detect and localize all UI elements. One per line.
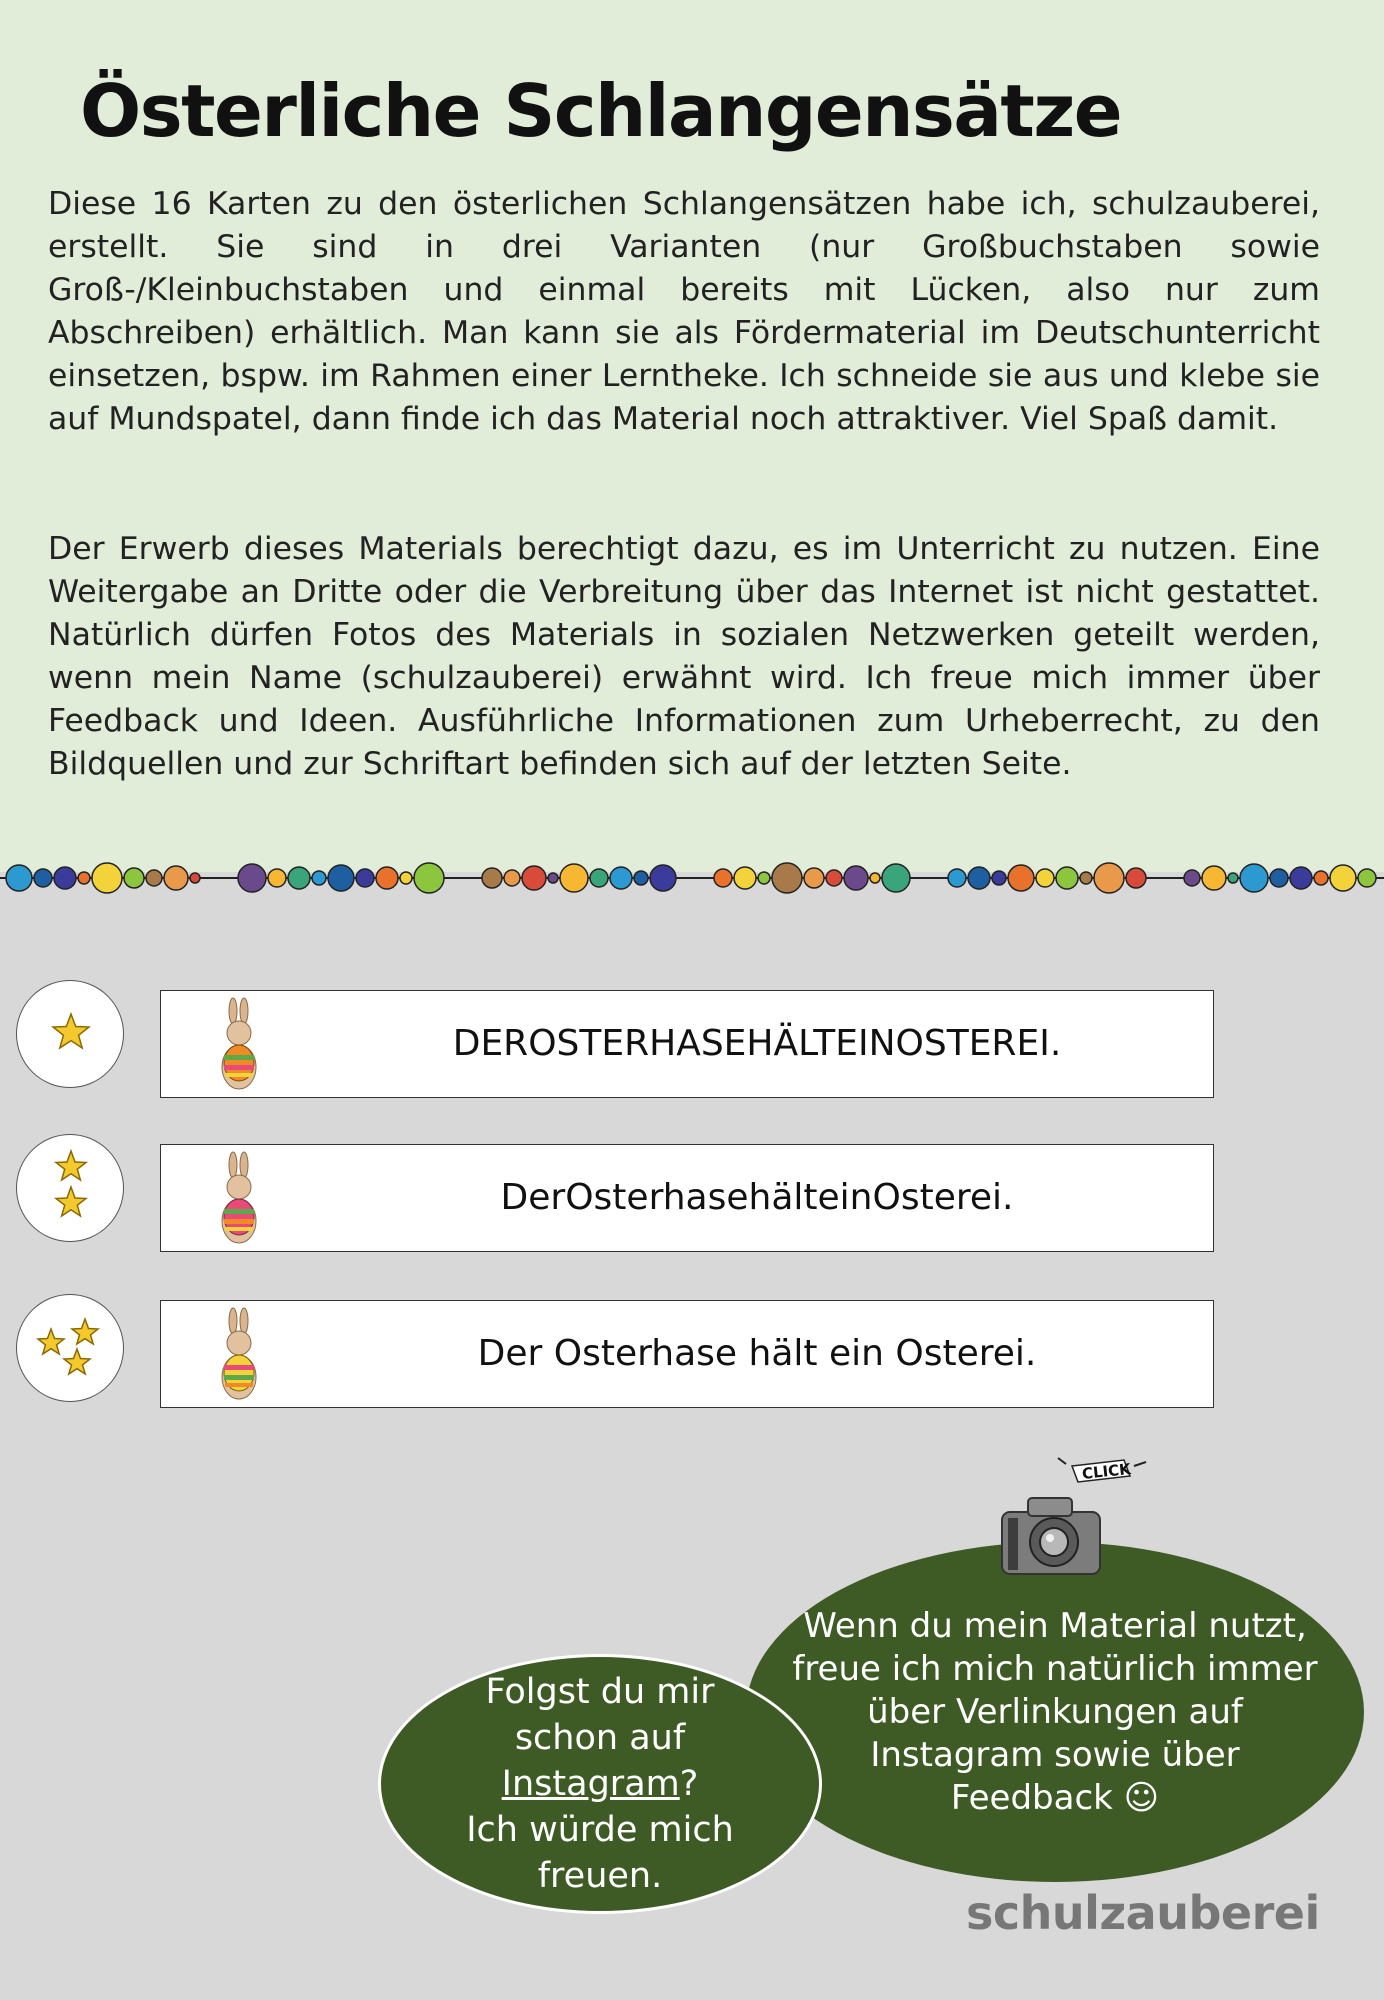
bead	[968, 867, 990, 889]
bead	[164, 866, 188, 890]
bead	[356, 869, 374, 887]
level-3-badge	[16, 1294, 124, 1402]
bead	[1126, 868, 1146, 888]
bead	[948, 869, 966, 887]
sentence-card	[160, 990, 1214, 1098]
bead	[1228, 873, 1238, 883]
three-stars-icon	[17, 1295, 123, 1401]
page-title: Österliche Schlangensätze	[80, 69, 1122, 153]
level-1-badge	[16, 980, 124, 1088]
sentence-text: DerOsterhasehälteinOsterei.	[500, 1177, 1014, 1218]
bead	[328, 865, 354, 891]
bead	[54, 867, 76, 889]
bead	[92, 863, 122, 893]
brand-logo: schulzauberei	[966, 1886, 1320, 1940]
bubble-line-link	[466, 1761, 734, 1807]
bubble-line: Ich würde mich	[466, 1810, 734, 1850]
bead	[826, 870, 842, 886]
bead	[1056, 867, 1078, 889]
bead	[714, 869, 732, 887]
bead	[146, 870, 162, 886]
bead	[1314, 871, 1328, 885]
sentence-text: Der Osterhase hält ein Osterei.	[477, 1333, 1037, 1374]
bead	[1080, 872, 1092, 884]
bead	[1202, 866, 1226, 890]
copyright-paragraph: Der Erwerb dieses Materials berechtigt dazu, es im Unterricht zu nutzen. Eine Weitergabe an Dritte oder die Verbreitung über das Internet ist nicht gestattet. Natürlich dürfen Fotos des Materials in sozialen Netzwerken geteilt werden, wenn mein Name (schulzauberei) erwähnt wird. Ich freue mich immer über Feedback und Ideen. Ausführliche Informationen zum Urheberrecht, zu den Bildquellen und zur Schriftart befinden sich auf der letzten Seite.	[48, 531, 1320, 782]
bead	[1240, 864, 1268, 892]
card-row-1	[0, 990, 1384, 1100]
question-mark: ?	[679, 1764, 699, 1804]
bead	[6, 865, 32, 891]
bead	[844, 866, 868, 890]
bead	[376, 867, 398, 889]
intro-paragraph: Diese 16 Karten zu den österlichen Schlangensätzen habe ich, schulzauberei, erstellt. Sie sind in drei Varianten (nur Großbuchstaben sowie Groß-/Kleinbuchstaben und einmal bereits mit Lücken, also nur zum Abschreiben) erhältlich. Man kann sie als Fördermaterial im Deutschunterricht einsetzen, bspw. im Rahmen einer Lerntheke. Ich schneide sie aus und klebe sie auf Mundspatel, dann finde ich das Material noch attraktiver. Viel Spaß damit.	[48, 186, 1320, 437]
bead	[522, 866, 546, 890]
bead	[482, 868, 502, 888]
two-stars-icon	[17, 1135, 123, 1241]
bead	[1094, 863, 1124, 893]
instagram-bubble	[378, 1654, 822, 1914]
bubble-line: schon auf	[514, 1718, 686, 1758]
easter-bunny-icon	[209, 1307, 269, 1403]
level-2-badge	[16, 1134, 124, 1242]
bead	[758, 872, 770, 884]
bead-garland	[0, 848, 1384, 908]
bead	[78, 872, 90, 884]
bead	[634, 871, 648, 885]
bead	[34, 869, 52, 887]
bead	[504, 870, 520, 886]
bead	[560, 864, 588, 892]
bead	[268, 869, 286, 887]
star-icon	[17, 981, 123, 1087]
bead	[288, 867, 310, 889]
easter-bunny-icon	[209, 1151, 269, 1247]
bead	[590, 869, 608, 887]
card-row-3	[0, 1300, 1384, 1410]
bead	[312, 871, 326, 885]
instagram-link[interactable]: Instagram	[501, 1764, 680, 1804]
sentence-card	[160, 1300, 1214, 1408]
bead	[734, 867, 756, 889]
bead	[238, 864, 266, 892]
bead	[804, 868, 824, 888]
bead	[1330, 865, 1356, 891]
feedback-bubble	[746, 1542, 1364, 1882]
feedback-bubble-text: Wenn du mein Material nutzt, freue ich mich natürlich immer über Verlinkungen auf Instagram sowie über Feedback ☺	[792, 1605, 1318, 1818]
bead	[400, 872, 412, 884]
bead	[1184, 870, 1200, 886]
bead	[992, 871, 1006, 885]
bead	[190, 873, 200, 883]
bead	[882, 864, 910, 892]
easter-bunny-icon	[209, 997, 269, 1093]
bead	[548, 873, 558, 883]
bubble-line: Folgst du mir	[485, 1672, 715, 1712]
bead	[1008, 865, 1034, 891]
card-row-2	[0, 1144, 1384, 1254]
bead	[650, 865, 676, 891]
bead	[414, 863, 444, 893]
bead	[1358, 869, 1376, 887]
bubble-line: freuen.	[537, 1856, 663, 1896]
bead	[870, 873, 880, 883]
intro-section	[0, 0, 1384, 872]
camera-icon	[996, 1456, 1176, 1580]
bead	[610, 867, 632, 889]
click-label: CLICK	[1081, 1459, 1132, 1483]
bead	[1036, 869, 1054, 887]
bead	[1270, 869, 1288, 887]
bead	[1290, 867, 1312, 889]
bead	[772, 863, 802, 893]
sentence-card	[160, 1144, 1214, 1252]
bead	[124, 868, 144, 888]
sentence-text: DEROSTERHASEHÄLTEINOSTEREI.	[452, 1023, 1062, 1064]
